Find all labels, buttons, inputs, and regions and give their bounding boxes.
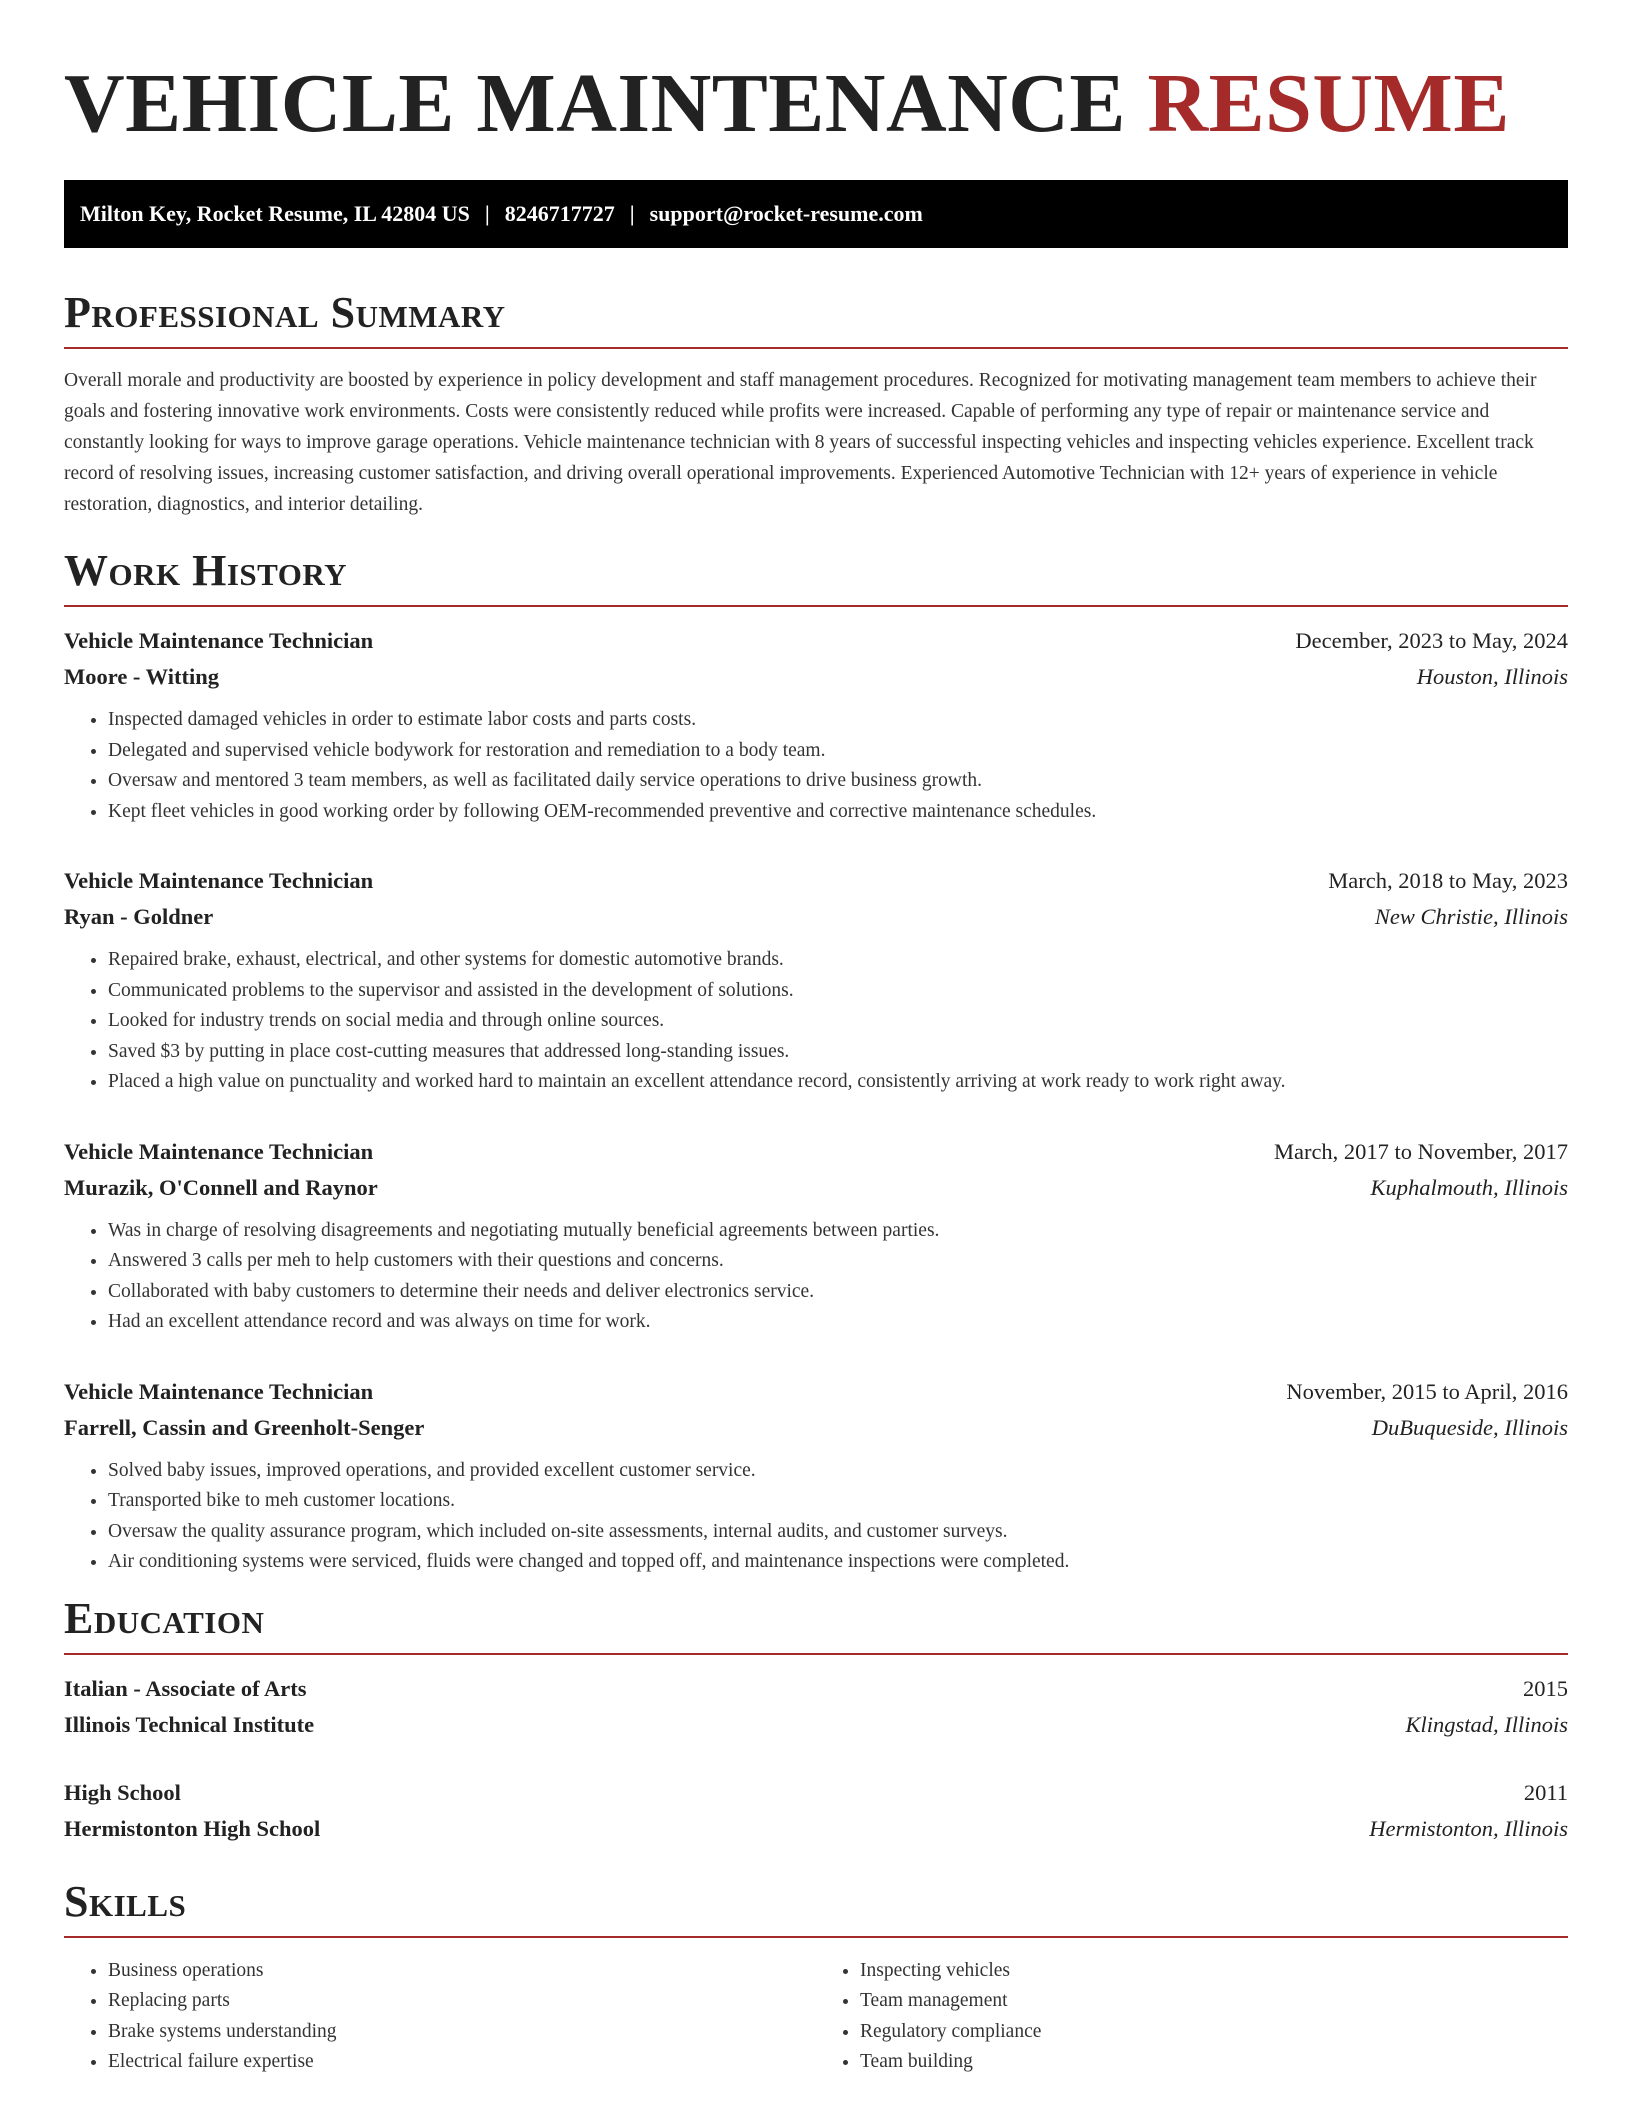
job-header-row	[64, 1374, 1568, 1410]
work-heading: Work History	[64, 546, 348, 595]
job-bullets	[64, 705, 1568, 827]
job-header-row	[64, 623, 1568, 659]
section-divider	[64, 347, 1568, 349]
skill-item: • Inspecting vehicles	[860, 1956, 1568, 1987]
education-entry	[64, 1671, 1568, 1743]
job-company: Murazik, O'Connell and Raynor	[64, 1174, 378, 1200]
job-location: Houston, Illinois	[1416, 664, 1568, 689]
job-company-row	[64, 1410, 1568, 1446]
job-bullet: • Repaired brake, exhaust, electrical, and other systems for domestic automotive brands.	[108, 945, 1568, 976]
job-bullet: • Oversaw and mentored 3 team members, as well as facilitated daily service operations to drive business growth.	[108, 766, 1568, 797]
job-entry	[64, 863, 1568, 1098]
education-heading: Education	[64, 1593, 265, 1643]
summary-section	[64, 286, 1568, 520]
education-degree-row	[64, 1671, 1568, 1707]
job-bullet: • Collaborated with baby customers to determine their needs and deliver electronics service.	[108, 1277, 1568, 1308]
skills-list-left	[64, 1956, 816, 2078]
job-dates: December, 2023 to May, 2024	[1295, 628, 1568, 653]
skill-item: • Team management	[860, 1986, 1568, 2017]
job-entry	[64, 1134, 1568, 1338]
job-entry	[64, 623, 1568, 827]
contact-bar	[64, 180, 1568, 248]
contact-separator: |	[629, 201, 635, 226]
skill-item: • Regulatory compliance	[860, 2017, 1568, 2048]
job-entry	[64, 1374, 1568, 1578]
education-school: Illinois Technical Institute	[64, 1711, 315, 1737]
job-dates: November, 2015 to April, 2016	[1286, 1378, 1568, 1404]
job-bullets	[64, 945, 1568, 1098]
education-year: 2011	[1523, 1779, 1568, 1805]
education-location: Klingstad, Illinois	[1405, 1711, 1568, 1737]
job-bullet: • Communicated problems to the supervisor and assisted in the development of solutions.	[108, 976, 1568, 1007]
education-degree-row	[64, 1775, 1568, 1811]
education-section	[64, 1592, 1568, 1847]
skills-section	[64, 1875, 1568, 2078]
education-school-row	[64, 1811, 1568, 1847]
education-degree: Italian - Associate of Arts	[64, 1675, 307, 1701]
work-section	[64, 544, 1568, 1578]
skill-item: • Brake systems understanding	[108, 2017, 816, 2048]
education-school-row	[64, 1707, 1568, 1743]
job-bullet: • Solved baby issues, improved operations, and provided excellent customer service.	[108, 1456, 1568, 1487]
job-company-row	[64, 1170, 1568, 1206]
contact-address: Milton Key, Rocket Resume, IL 42804 US	[80, 201, 470, 226]
job-company: Moore - Witting	[64, 664, 219, 689]
summary-text: Overall morale and productivity are boosted by experience in policy development and staff management procedures. Recognized for motivating management team members to achieve their goals and fostering innovative work environments. Costs were consistently reduced while profits were increased. Capable of performing any type of repair or maintenance service and constantly looking for ways to improve garage operations. Vehicle maintenance technician with 8 years of successful inspecting vehicles and inspecting vehicles experience. Excellent track record of resolving issues, increasing customer satisfaction, and driving overall operational improvements. Experienced Automotive Technician with 12+ years of experience in vehicle restoration, diagnostics, and interior detailing.	[64, 370, 1537, 515]
contact-phone: 8246717727	[504, 201, 615, 226]
job-bullet: • Was in charge of resolving disagreements and negotiating mutually beneficial agreements between parties.	[108, 1216, 1568, 1247]
job-location: DuBuqueside, Illinois	[1371, 1414, 1568, 1440]
job-bullet: • Had an excellent attendance record and was always on time for work.	[108, 1307, 1568, 1338]
job-header-row	[64, 863, 1568, 899]
job-title: Vehicle Maintenance Technician	[64, 1138, 374, 1164]
job-title: Vehicle Maintenance Technician	[64, 628, 374, 653]
resume-title	[64, 0, 1568, 152]
title-main: VEHICLE MAINTENANCE	[64, 57, 1126, 150]
section-divider	[64, 1653, 1568, 1655]
job-bullet: • Kept fleet vehicles in good working order by following OEM-recommended preventive and corrective maintenance schedules.	[108, 797, 1568, 828]
skill-item: • Team building	[860, 2047, 1568, 2078]
job-bullet: • Oversaw the quality assurance program, which included on-site assessments, internal audits, and customer surveys.	[108, 1517, 1568, 1548]
job-bullet: • Answered 3 calls per meh to help customers with their questions and concerns.	[108, 1246, 1568, 1277]
job-location: New Christie, Illinois	[1374, 904, 1568, 929]
skill-item: • Electrical failure expertise	[108, 2047, 816, 2078]
skill-item: • Replacing parts	[108, 1986, 816, 2017]
job-location: Kuphalmouth, Illinois	[1370, 1174, 1568, 1200]
skills-columns	[64, 1938, 1568, 2078]
contact-email[interactable]: support@rocket-resume.com	[649, 201, 923, 226]
summary-heading: Professional Summary	[64, 288, 506, 337]
education-year: 2015	[1523, 1675, 1568, 1701]
job-company-row	[64, 899, 1568, 935]
job-header-row	[64, 1134, 1568, 1170]
job-bullet: • Placed a high value on punctuality and worked hard to maintain an excellent attendance record, consistently arriving at work ready to work right away.	[108, 1067, 1568, 1098]
job-title: Vehicle Maintenance Technician	[64, 1378, 374, 1404]
job-bullet: • Saved $3 by putting in place cost-cutting measures that addressed long-standing issues.	[108, 1037, 1568, 1068]
education-school: Hermistonton High School	[64, 1815, 321, 1841]
education-entry	[64, 1775, 1568, 1847]
job-bullet: • Inspected damaged vehicles in order to estimate labor costs and parts costs.	[108, 705, 1568, 736]
job-bullet: • Delegated and supervised vehicle bodywork for restoration and remediation to a body team.	[108, 736, 1568, 767]
job-company: Farrell, Cassin and Greenholt-Senger	[64, 1414, 425, 1440]
title-accent: RESUME	[1147, 57, 1510, 150]
job-bullet: • Air conditioning systems were serviced, fluids were changed and topped off, and maintenance inspections were completed.	[108, 1547, 1568, 1578]
job-dates: March, 2017 to November, 2017	[1273, 1138, 1568, 1164]
job-bullet: • Looked for industry trends on social media and through online sources.	[108, 1006, 1568, 1037]
job-company-row	[64, 659, 1568, 695]
job-bullets	[64, 1216, 1568, 1338]
skills-heading: Skills	[64, 1876, 187, 1926]
education-location: Hermistonton, Illinois	[1369, 1815, 1568, 1841]
job-bullet: • Transported bike to meh customer locations.	[108, 1486, 1568, 1517]
job-bullets	[64, 1456, 1568, 1578]
skills-list-right	[816, 1956, 1568, 2078]
section-divider	[64, 605, 1568, 607]
education-degree: High School	[64, 1779, 181, 1805]
job-title: Vehicle Maintenance Technician	[64, 868, 374, 893]
skill-item: • Business operations	[108, 1956, 816, 1987]
resume-page	[64, 0, 1568, 2078]
job-company: Ryan - Goldner	[64, 904, 214, 929]
contact-separator: |	[484, 201, 490, 226]
job-dates: March, 2018 to May, 2023	[1328, 868, 1568, 893]
